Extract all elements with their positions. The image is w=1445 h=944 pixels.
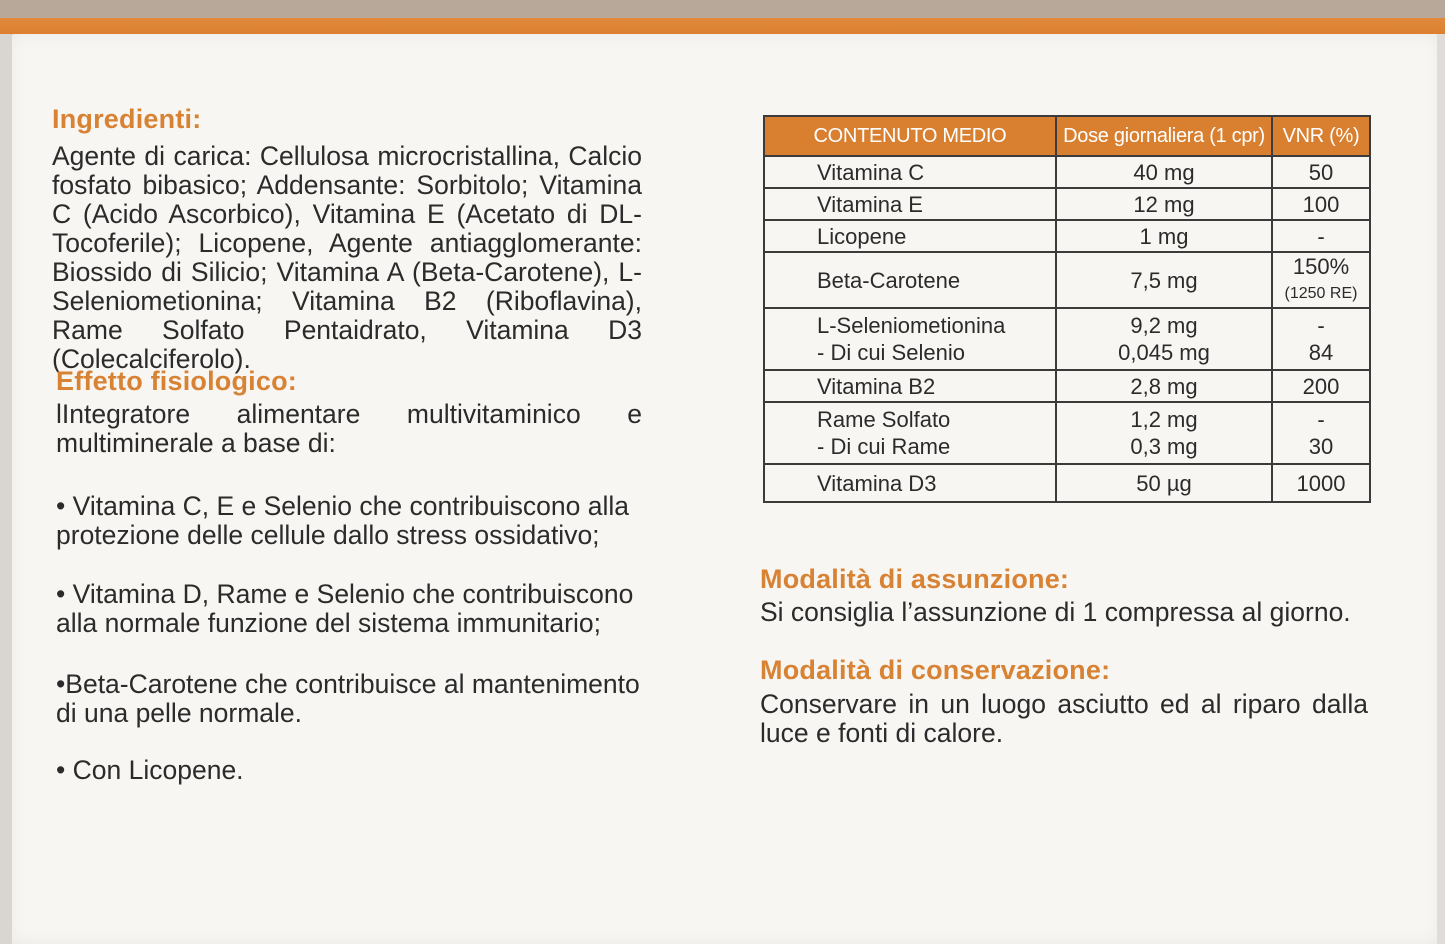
- table-cell-vnr: [1272, 308, 1370, 370]
- effect-intro: lIntegratore alimentare multivitaminico e multiminerale a base di:: [56, 399, 642, 458]
- table-row: [764, 308, 1370, 370]
- table-cell-name: [764, 308, 1056, 370]
- cell-line: 0,3 mg: [1130, 434, 1198, 459]
- cell-line: Beta-Carotene: [817, 267, 961, 293]
- cell-line: Vitamina E: [817, 191, 923, 217]
- table-cell-dose: [1056, 308, 1272, 370]
- cell-line: 40 mg: [1133, 159, 1195, 185]
- table-row: [764, 188, 1370, 220]
- table-cell-dose: [1056, 252, 1272, 308]
- table-cell-vnr: [1272, 402, 1370, 464]
- cell-line: 1,2 mg: [1130, 407, 1198, 432]
- ingredients-title: Ingredienti:: [52, 104, 202, 134]
- table-cell-dose: [1056, 220, 1272, 252]
- table-header-row: [764, 116, 1370, 156]
- nutrition-table: [763, 115, 1371, 503]
- effect-bullet: • Vitamina D, Rame e Selenio che contribuiscono alla normale funzione del sistema immunitario;: [56, 579, 634, 638]
- cell-line: L-Seleniometionina: [817, 313, 1006, 338]
- effect-bullet: •Beta-Carotene che contribuisce al mantenimento di una pelle normale.: [56, 669, 640, 728]
- table-row: [764, 464, 1370, 502]
- cell-line: 84: [1308, 340, 1334, 365]
- cell-line: Licopene: [817, 223, 907, 249]
- table-cell-vnr: [1272, 252, 1370, 308]
- intake-text: Si consiglia l’assunzione di 1 compressa al giorno.: [760, 597, 1351, 627]
- table-cell-vnr: [1272, 220, 1370, 252]
- cell-line: 100: [1302, 191, 1340, 217]
- table-cell-dose: [1056, 464, 1272, 502]
- cell-line: 9,2 mg: [1130, 313, 1198, 338]
- cell-line: 150%: [1292, 254, 1350, 279]
- cell-line: 7,5 mg: [1130, 267, 1198, 293]
- intake-title: Modalità di assunzione:: [760, 564, 1070, 594]
- cell-line: Rame Solfato: [817, 407, 951, 432]
- cell-line: 30: [1308, 434, 1334, 459]
- nutrition-table-wrap: [763, 115, 1369, 500]
- table-row: [764, 370, 1370, 402]
- cell-line: 1000: [1296, 470, 1346, 496]
- table-cell-dose: [1056, 188, 1272, 220]
- effect-title: Effetto fisiologico:: [56, 366, 297, 396]
- storage-title: Modalità di conservazione:: [760, 655, 1111, 685]
- package-right-edge: [1437, 34, 1445, 944]
- column-header: VNR (%): [1272, 116, 1370, 156]
- cell-line: 1 mg: [1139, 223, 1189, 249]
- cell-line: 50 µg: [1136, 470, 1192, 496]
- table-cell-vnr: [1272, 156, 1370, 188]
- cell-line: (1250 RE): [1284, 285, 1358, 302]
- cell-line: 2,8 mg: [1130, 373, 1198, 399]
- table-row: [764, 252, 1370, 308]
- cell-line: - Di cui Rame: [817, 434, 951, 459]
- column-header: CONTENUTO MEDIO: [764, 116, 1056, 156]
- table-row: [764, 402, 1370, 464]
- table-cell-vnr: [1272, 188, 1370, 220]
- cell-line: Vitamina C: [817, 159, 925, 185]
- cell-line: -: [1317, 313, 1325, 338]
- table-cell-name: [764, 188, 1056, 220]
- ingredients-text: Agente di carica: Cellulosa microcristallina, Calcio fosfato bibasico; Addensante: Sorbitolo; Vitamina C (Acido Ascorbico), Vitamina E (Acetato di DL-Tocoferile); Licopene, Agente antiagglomerante: Biossido di Silicio; Vitamina A (Beta-Carotene), L-Seleniometionina; Vitamina B2 (Riboflavina), Rame Solfato Pentaidrato, Vitamina D3 (Colecalciferolo).: [52, 141, 642, 374]
- cell-line: -: [1317, 223, 1325, 249]
- table-cell-name: [764, 252, 1056, 308]
- package-left-edge: [0, 34, 12, 944]
- effect-bullet: • Vitamina C, E e Selenio che contribuiscono alla protezione delle cellule dallo stress ossidativo;: [56, 491, 629, 550]
- table-cell-dose: [1056, 402, 1272, 464]
- column-header: Dose giornaliera (1 cpr): [1056, 116, 1272, 156]
- table-cell-name: [764, 156, 1056, 188]
- table-cell-name: [764, 370, 1056, 402]
- cell-line: 50: [1308, 159, 1334, 185]
- cell-line: 200: [1302, 373, 1340, 399]
- storage-text: Conservare in un luogo asciutto ed al riparo dalla luce e fonti di calore.: [760, 689, 1368, 748]
- table-row: [764, 220, 1370, 252]
- table-cell-name: [764, 220, 1056, 252]
- cell-line: 0,045 mg: [1118, 340, 1210, 365]
- cell-line: Vitamina B2: [817, 373, 936, 399]
- effect-bullet: • Con Licopene.: [56, 755, 244, 785]
- cell-line: Vitamina D3: [817, 470, 937, 496]
- table-cell-name: [764, 464, 1056, 502]
- cell-line: 12 mg: [1133, 191, 1195, 217]
- cell-line: - Di cui Selenio: [817, 340, 965, 365]
- table-cell-name: [764, 402, 1056, 464]
- cell-line: -: [1317, 407, 1325, 432]
- table-cell-dose: [1056, 370, 1272, 402]
- package-top-edge: [0, 0, 1445, 18]
- table-cell-vnr: [1272, 370, 1370, 402]
- table-row: [764, 156, 1370, 188]
- table-cell-vnr: [1272, 464, 1370, 502]
- table-cell-dose: [1056, 156, 1272, 188]
